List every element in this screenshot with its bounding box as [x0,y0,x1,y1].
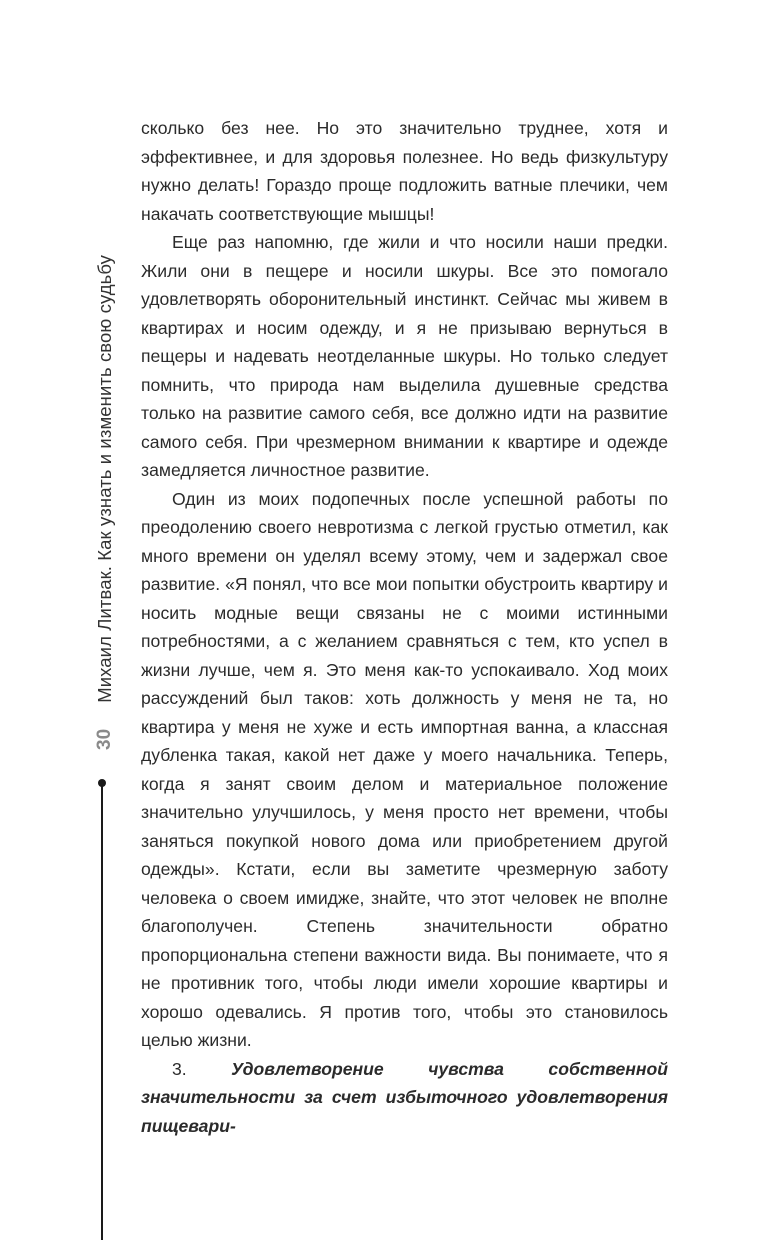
body-text [141,114,668,1140]
paragraph: Один из моих подопечных после успешной работы по преодолению своего невротизма с легкой грустью отметил, как много времени он уделял всему этому, чем и задержал свое развитие. «Я понял, что все мои попытки обустроить квартиру и носить модные вещи связаны не с моими истинными потребностями, а с желанием сравняться с тем, кто успел в жизни лучше, чем я. Это меня как-то успокаивало. Ход моих рассуждений был таков: хоть должность у меня не та, но квартира у меня не хуже и есть импортная ванна, а классная дубленка такая, какой нет даже у моего начальника. Теперь, когда я занят своим делом и материальное положение значительно улучшилось, у меня просто нет времени, чтобы заняться покупкой нового дома или приобретением другой одежды». Кстати, если вы заметите чрезмерную заботу человека о своем имидже, знайте, что этот человек не вполне благополучен. Степень значительности обратно пропорциональна степени важности вида. Вы понимаете, что я не противник того, чтобы люди имели хорошие квартиры и хорошо одевались. Я против того, чтобы это становилось целью жизни. [141,488,668,1050]
running-head [92,255,118,705]
paragraph-continued: сколько без нее. Но это значительно труднее, хотя и эффективнее, и для здоровья полезнее. Но ведь физкультуру нужно делать! Гораздо проще подложить ватные плечики, чем накачать соответствующие мышцы! [141,118,668,224]
section-heading [141,1055,668,1141]
section-heading-number: 3. [172,1058,187,1079]
section-heading-text: Удовлетворение чувства собственной значительности за счет избыточного удовлетворения пищевари- [141,1058,668,1136]
margin-rule-line [101,783,103,1240]
page-number-text: 30 [94,728,115,750]
running-head-text: Михаил Литвак. Как узнать и изменить свою судьбу [94,255,115,703]
page-number [92,724,122,748]
paragraph: Еще раз напомню, где жили и что носили наши предки. Жили они в пещере и носили шкуры. Все это помогало удовлетворять оборонительный инстинкт. Сейчас мы живем в квартирах и носим одежду, и я не призываю вернуться в пещеры и надевать неотделанные шкуры. Но только следует помнить, что природа нам выделила душевные средства только на развитие самого себя, все должно идти на развитие самого себя. При чрезмерном внимании к квартире и одежде замедляется личностное развитие. [141,232,668,480]
